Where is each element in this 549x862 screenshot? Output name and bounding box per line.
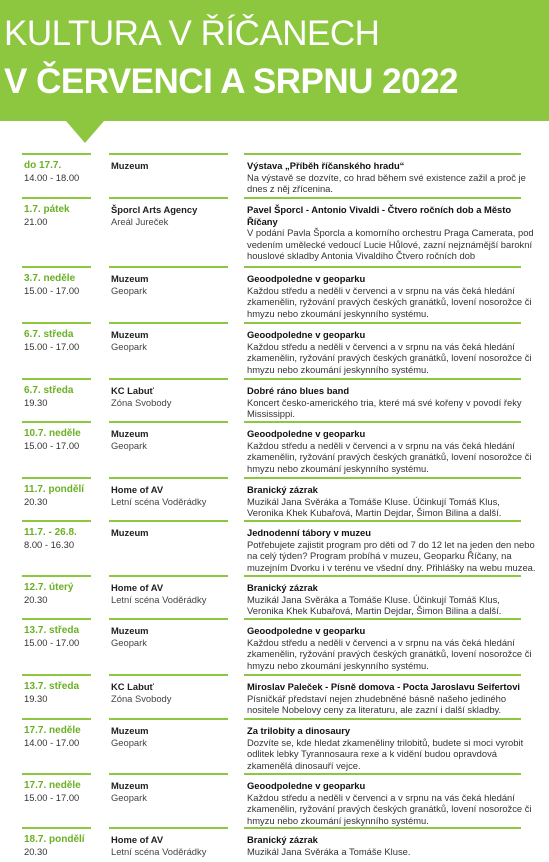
event-location: Geopark [111, 636, 147, 648]
event-date: 11.7. - 26.8. [24, 527, 77, 538]
event-location: Geopark [111, 791, 147, 803]
event-organizer: Home of AV [111, 582, 164, 593]
event-when [24, 780, 104, 803]
event-organizer: Muzeum [111, 329, 149, 340]
row-separator [22, 477, 91, 479]
event-when [24, 484, 104, 507]
event-location: Areál Jureček [111, 215, 169, 227]
row-separator [109, 718, 228, 720]
event-description: Potřebujete zajistit program pro děti od 7 do 12 let na jeden den nebo na celý týden? Program probíhá v muzeu, Geoparku Říčany, na muzejním Dvorku i v terénu ve všední dny. Přihlášky na webu muzea. [247, 538, 536, 573]
event-what [247, 780, 537, 826]
event-what [247, 160, 537, 195]
row-separator [109, 773, 228, 775]
event-title: Za trilobity a dinosaury [247, 725, 351, 736]
event-date: 6.7. středa [24, 329, 74, 340]
event-where [111, 681, 236, 704]
row-separator [244, 674, 521, 676]
event-location: Zóna Svobody [111, 692, 172, 704]
event-date: 13.7. středa [24, 681, 80, 692]
event-where [111, 329, 236, 352]
event-where [111, 160, 236, 172]
event-title: Jednodenní tábory v muzeu [247, 527, 371, 538]
event-date: 6.7. středa [24, 385, 74, 396]
event-description: Koncert česko-amerického tria, které má své kořeny v povodí řeky Mississippi. [247, 396, 522, 420]
row-separator [109, 674, 228, 676]
event-where [111, 527, 236, 539]
event-where [111, 273, 236, 296]
event-organizer: KC Labuť [111, 385, 155, 396]
event-organizer: Muzeum [111, 527, 149, 538]
row-separator [109, 618, 228, 620]
row-separator [109, 197, 228, 199]
row-separator [244, 773, 521, 775]
event-description: Každou středu a neděli v červenci a v srpnu na vás čeká hledání zkamenělin, ryžování pravých českých granátků, lovení nosorožce či hmyzu nebo zkoumání jeskynního systému. [247, 340, 532, 375]
event-what [247, 484, 537, 519]
event-when [24, 428, 104, 451]
row-separator [109, 421, 228, 423]
event-date: 17.7. neděle [24, 725, 81, 736]
event-time: 20.30 [24, 593, 48, 605]
row-separator [244, 153, 521, 155]
event-what [247, 681, 537, 716]
event-time: 14.00 - 17.00 [24, 736, 80, 748]
event-location: Letní scéna Voděrádky [111, 495, 207, 507]
event-time: 14.00 - 18.00 [24, 171, 80, 183]
event-date: do 17.7. [24, 160, 62, 171]
event-organizer: Muzeum [111, 725, 149, 736]
event-when [24, 725, 104, 748]
row-separator [244, 266, 521, 268]
event-where [111, 428, 236, 451]
row-separator [244, 322, 521, 324]
row-separator [22, 618, 91, 620]
event-what [247, 582, 537, 617]
row-separator [244, 827, 521, 829]
page-title-line2: V ČERVENCI A SRPNU 2022 [4, 62, 459, 101]
event-location: Zóna Svobody [111, 396, 172, 408]
event-what [247, 385, 537, 420]
row-separator [22, 421, 91, 423]
event-time: 15.00 - 17.00 [24, 340, 80, 352]
event-organizer: Muzeum [111, 625, 149, 636]
row-separator [22, 520, 91, 522]
event-where [111, 834, 236, 857]
event-title: Branický zázrak [247, 834, 318, 845]
event-date: 1.7. pátek [24, 204, 70, 215]
event-when [24, 160, 104, 183]
event-where [111, 204, 236, 227]
event-date: 18.7. pondělí [24, 834, 85, 845]
event-description: Písničkář představí nejen zhudebněné básně našeho jediného nositele Nobelovy ceny za literaturu, ale zazní i další skladby. [247, 692, 507, 716]
event-organizer: Muzeum [111, 160, 149, 171]
event-when [24, 625, 104, 648]
row-separator [22, 197, 91, 199]
event-when [24, 582, 104, 605]
event-time: 15.00 - 17.00 [24, 284, 80, 296]
event-date: 10.7. neděle [24, 428, 81, 439]
row-separator [109, 266, 228, 268]
event-when [24, 681, 104, 704]
event-what [247, 725, 537, 771]
row-separator [109, 575, 228, 577]
event-what [247, 625, 537, 671]
event-what [247, 204, 537, 262]
event-when [24, 329, 104, 352]
event-description: V podání Pavla Šporcla a komorního orchestru Praga Camerata, pod vedením umělecké vedoucí Lucie Hůlové, zazní nejznámější barokní houslové skladby Antonia Vivaldiho Čtvero ročních dob [247, 227, 534, 262]
event-where [111, 780, 236, 803]
event-location: Geopark [111, 340, 147, 352]
event-where [111, 625, 236, 648]
event-time: 19.30 [24, 396, 48, 408]
event-title: Branický zázrak [247, 582, 318, 593]
row-separator [109, 827, 228, 829]
event-description: Muzikál Jana Svěráka a Tomáše Kluse. Účinkují Tomáš Klus, Veronika Khek Kubařová, Martin Dejdar, Šimon Bilina a další. [247, 593, 502, 617]
row-separator [22, 718, 91, 720]
row-separator [109, 153, 228, 155]
event-organizer: Home of AV [111, 834, 164, 845]
event-title: Geoodpoledne v geoparku [247, 780, 366, 791]
event-what [247, 428, 537, 474]
event-description: Na výstavě se dozvíte, co hrad během své existence zažil a proč je dnes z něj zřícenina. [247, 171, 526, 195]
event-title: Dobré ráno blues band [247, 385, 350, 396]
event-organizer: Muzeum [111, 273, 149, 284]
page-title-line1: KULTURA V ŘÍČANECH [4, 14, 380, 53]
event-what [247, 329, 537, 375]
row-separator [22, 322, 91, 324]
row-separator [22, 266, 91, 268]
row-separator [22, 827, 91, 829]
row-separator [22, 378, 91, 380]
row-separator [244, 520, 521, 522]
event-description: Každou středu a neděli v červenci a v srpnu na vás čeká hledání zkamenělin, ryžování pravých českých granátků, lovení nosorožce či hmyzu nebo zkoumání jeskynního systému. [247, 636, 532, 671]
event-location: Geopark [111, 439, 147, 451]
row-separator [22, 575, 91, 577]
event-what [247, 527, 537, 573]
event-when [24, 834, 104, 857]
event-time: 8.00 - 16.30 [24, 538, 75, 550]
event-date: 12.7. úterý [24, 582, 74, 593]
row-separator [244, 378, 521, 380]
event-time: 15.00 - 17.00 [24, 439, 80, 451]
event-title: Branický zázrak [247, 484, 318, 495]
row-separator [109, 477, 228, 479]
event-when [24, 385, 104, 408]
event-description: Muzikál Jana Svěráka a Tomáše Kluse. [247, 845, 411, 857]
event-location: Letní scéna Voděrádky [111, 593, 207, 605]
event-when [24, 273, 104, 296]
event-title: Pavel Šporcl - Antonio Vivaldi - Čtvero ročních dob a Město Říčany [247, 204, 512, 227]
event-description: Každou středu a neděli v červenci a v srpnu na vás čeká hledání zkamenělin, ryžování pravých českých granátků, lovení nosorožce či hmyzu nebo zkoumání jeskynního systému. [247, 439, 532, 474]
event-description: Muzikál Jana Svěráka a Tomáše Kluse. Účinkují Tomáš Klus, Veronika Khek Kubařová, Martin Dejdar, Šimon Bilina a další. [247, 495, 502, 519]
event-title: Miroslav Paleček - Písně domova - Pocta Jaroslavu Seifertovi [247, 681, 521, 692]
event-date: 11.7. pondělí [24, 484, 85, 495]
event-title: Geoodpoledne v geoparku [247, 625, 366, 636]
row-separator [109, 520, 228, 522]
row-separator [244, 618, 521, 620]
row-separator [244, 197, 521, 199]
row-separator [22, 773, 91, 775]
event-what [247, 834, 537, 857]
row-separator [244, 718, 521, 720]
event-time: 20.30 [24, 495, 48, 507]
event-date: 17.7. neděle [24, 780, 81, 791]
event-location: Letní scéna Voděrádky [111, 845, 207, 857]
event-time: 15.00 - 17.00 [24, 636, 80, 648]
event-organizer: Muzeum [111, 428, 149, 439]
event-where [111, 484, 236, 507]
event-what [247, 273, 537, 319]
row-separator [244, 477, 521, 479]
event-time: 15.00 - 17.00 [24, 791, 80, 803]
event-date: 3.7. neděle [24, 273, 76, 284]
event-organizer: Home of AV [111, 484, 164, 495]
event-organizer: KC Labuť [111, 681, 155, 692]
event-when [24, 527, 104, 550]
event-description: Každou středu a neděli v červenci a v srpnu na vás čeká hledání zkamenělin, ryžování pravých českých granátků, lovení nosorožce či hmyzu nebo zkoumání jeskynního systému. [247, 791, 532, 826]
row-separator [22, 153, 91, 155]
row-separator [244, 575, 521, 577]
event-description: Dozvíte se, kde hledat zkameněliny trilobitů, budete si moci vyrobit odlitek lebky Tyrannosaura rexe a k vidění budou opravdová zkamenělá dinosauří vejce. [247, 736, 524, 771]
row-separator [109, 322, 228, 324]
event-where [111, 385, 236, 408]
row-separator [244, 421, 521, 423]
row-separator [109, 378, 228, 380]
event-where [111, 725, 236, 748]
event-description: Každou středu a neděli v červenci a v srpnu na vás čeká hledání zkamenělin, ryžování pravých českých granátků, lovení nosorožce či hmyzu nebo zkoumání jeskynního systému. [247, 284, 532, 319]
event-location: Geopark [111, 284, 147, 296]
event-where [111, 582, 236, 605]
event-time: 19.30 [24, 692, 48, 704]
event-title: Geoodpoledne v geoparku [247, 329, 366, 340]
event-title: Geoodpoledne v geoparku [247, 273, 366, 284]
event-title: Geoodpoledne v geoparku [247, 428, 366, 439]
event-organizer: Šporcl Arts Agency [111, 204, 198, 215]
event-date: 13.7. středa [24, 625, 80, 636]
event-title: Výstava „Příběh říčanského hradu“ [247, 160, 405, 171]
event-time: 20.30 [24, 845, 48, 857]
row-separator [22, 674, 91, 676]
event-location: Geopark [111, 736, 147, 748]
event-organizer: Muzeum [111, 780, 149, 791]
event-time: 21.00 [24, 215, 48, 227]
event-when [24, 204, 104, 227]
